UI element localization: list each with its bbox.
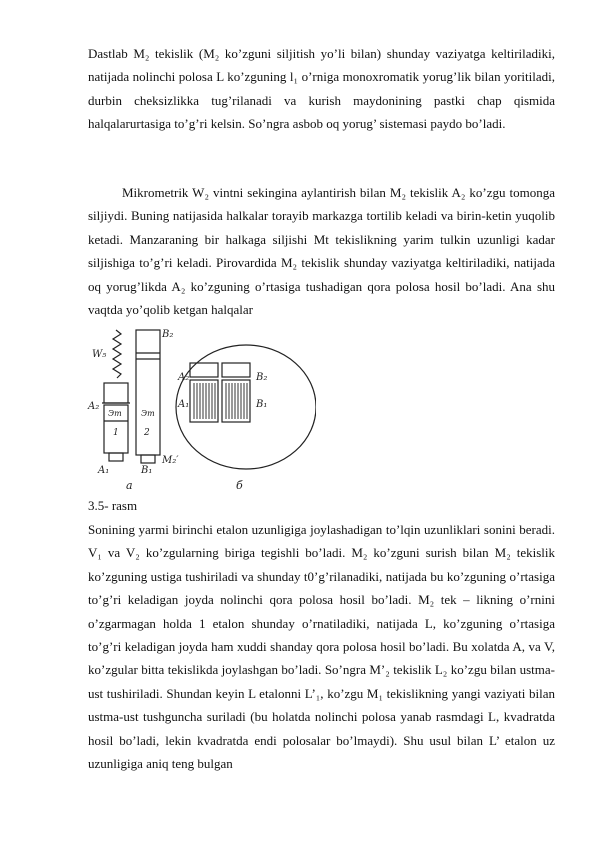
label-num2: 2 (144, 428, 150, 438)
interferometer-figure (86, 325, 316, 495)
label-b2-right: B₂ (256, 372, 268, 383)
label-b1-right: B₁ (256, 399, 268, 410)
label-a1-right: A₁ (178, 399, 190, 410)
label-b2-left: B₂ (162, 329, 174, 340)
label-w5: W₅ (92, 349, 107, 360)
label-b1-left: B₁ (141, 465, 153, 476)
label-block2: Эт (141, 409, 155, 418)
label-delta: б (236, 479, 243, 492)
label-block1: Эт (108, 409, 122, 418)
paragraph-3: Sonining yarmi birinchi etalon uzunligiga joylashadigan to’lqin uzunliklari sonini beradi. V₁ va V₂ ko’zgularning biriga tegishli bo’ladi. M₂ ko’zguni surish bilan M₂ tekislik ko’zguning ustiga tushiriladi va shunday t0’g’rilanadiki, natijada bu ko’zguning o’rtasiga to’g’ri keladigan joyda nolinchi qora polosa hosil bo’ladi. M₂ tek – likning o’rnini o’zgarmagan holda 1 etalon shunday o’rnatiladiki, natijada L, ko’zguning o’rtasiga to’g’ri keladigan joyda ham xuddi shanday qora polosa hosil bo’ladi. Bu xolatda A, va V, ko’zgular bitta tekislikda joylashgan bo’ladi. So’ngra M’₂ tekislik L₂ ko’zgu bilan ustma-ust tushiriladi. Shundan keyin L etalonni L’₁, ko’zgu M₁ tekislikning yangi vaziyati bilan ustma-ust tushguncha suriladi (bu holatda nolinchi polosa yanab rasmdagi L, kvadratda hosil bo’ladi, lekin kvadratda endi polosalar bo’lmaydi). Shu usul bilan L’ etalon uz uzunligiga aniq teng bulgan (88, 522, 555, 772)
label-a2-left: A₂ (88, 401, 100, 412)
paragraph-1: Dastlab M₂ tekislik (M₂ ko’zguni siljitish yo’li bilan) shunday vaziyatga keltiriladiki, natijada nolinchi polosa L ko’zguning l₁ o’rniga monoxromatik yorug’lik bilan yoritiladi, durbin cheksizlikka tug’rilanadi va kurish maydonining pastki chap qismida halqalarurtasiga to’g’ri kelsin. So’ngra asbob oq yorug’ sistemasi paydo bo’ladi. (88, 46, 555, 132)
paragraph-2: Mikrometrik W₂ vintni sekingina aylantirish bilan M₂ tekislik A₂ ko’zgu tomonga siljiydi. Buning natijasida halkalar torayib markazga tortilib keladi va birin-ketin yuqolib ketadi. Manzaraning bir halkaga siljishi Mt tekislikning yarim tulkin uzunligi kadar siljishiga to’g’ri keladi. Pirovardida M₂ tekislik shunday vaziyatga keltiriladiki, natijada oq yorug’likda A₂ ko’zguning o’rtasiga tushadigan qora polosa hosil bo’ladi. Ana shu vaqtda yo’qolib ketgan halqalar (88, 185, 555, 318)
label-a1-left: A₁ (98, 465, 110, 476)
figure-caption: 3.5- rasm (88, 498, 138, 513)
label-m2prime: M₂′ (162, 455, 179, 466)
label-a2-right: A₂ (178, 372, 190, 383)
spring-icon (113, 330, 121, 378)
label-alpha: а (126, 479, 133, 492)
label-num1: 1 (113, 428, 119, 438)
